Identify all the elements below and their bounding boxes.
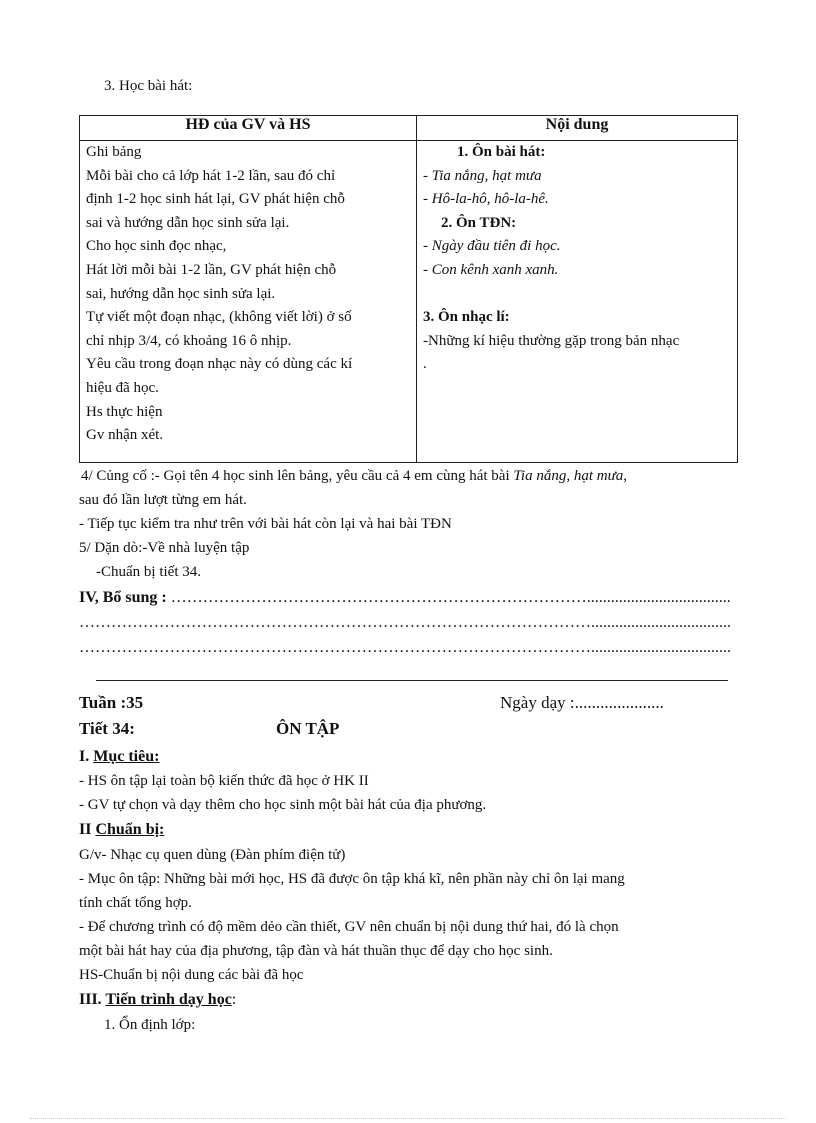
lesson-table (79, 115, 738, 463)
activity-line: hiệu đã học. (86, 379, 159, 396)
objectives-number: I. (79, 748, 94, 765)
process-number: III. (79, 991, 106, 1008)
song-item: - Hô-la-hô, hô-la-hê. (423, 191, 549, 208)
preparation-line: tính chất tổng hợp. (79, 895, 192, 911)
song-item: - Tia nắng, hạt mưa (423, 167, 542, 184)
preparation-line: - Mục ôn tập: Những bài mới học, HS đã được ôn tập khá kĩ, nên phần này chỉ ôn lại mang (79, 871, 625, 887)
process-title: Tiến trình dạy học (105, 991, 232, 1008)
objectives-title: Mục tiêu: (93, 748, 160, 765)
preparation-heading (79, 819, 164, 841)
homework-line-1: 5/ Dặn dò:-Về nhà luyện tập (79, 540, 250, 556)
consolidation-line-3: - Tiếp tục kiểm tra như trên với bài hát còn lại và hai bài TĐN (79, 516, 452, 532)
supplement-label: IV, Bổ sung : (79, 589, 171, 606)
activity-line: Yêu cầu trong đoạn nhạc này có dùng các kí (86, 356, 353, 373)
objective-item: - GV tự chọn và dạy thêm cho học sinh một bài hát của địa phương. (79, 797, 487, 813)
lesson-title: ÔN TẬP (276, 719, 340, 738)
preparation-line: G/v- Nhạc cụ quen dùng (Đàn phím điện tử) (79, 847, 346, 863)
activity-line: sai và hướng dẫn học sinh sửa lại. (86, 214, 290, 231)
theory-item: -Những kí hiệu thường gặp trong bản nhạc (423, 332, 680, 349)
review-theory-heading: 3. Ôn nhạc lí: (423, 309, 510, 326)
page-bottom-edge (30, 1118, 786, 1119)
consolidation-line-2: sau đó lần lượt từng em hát. (79, 492, 247, 508)
spacer (423, 283, 731, 307)
process-step-1: 1. Ổn định lớp: (104, 1017, 196, 1033)
activity-line: Ghi bảng (86, 144, 142, 160)
activity-line: Hát lời mỗi bài 1-2 lần, GV phát hiện chỗ (86, 261, 337, 278)
section3-title: 3. Học bài hát: (104, 78, 193, 94)
objective-item: - HS ôn tập lại toàn bộ kiến thức đã học ở HK II (79, 773, 369, 789)
activity-line: Cho học sinh đọc nhạc, (86, 238, 227, 255)
activity-line: Gv nhận xét. (86, 427, 164, 444)
activity-line: sai, hướng dẫn học sinh sửa lại. (86, 285, 276, 302)
homework-line-2: -Chuẩn bị tiết 34. (96, 564, 201, 580)
supplement-dots-3: ……………………………………………………………………………………................................... (79, 639, 731, 656)
supplement-dots: …………………………………………………………………….................................... (170, 589, 731, 606)
review-tdn-heading: 2. Ôn TĐN: (441, 214, 517, 231)
table-header-content: Nội dung (417, 116, 738, 141)
consolidation-line (81, 465, 627, 487)
preparation-line: - Để chương trình có độ mềm dẻo cần thiết, GV nên chuẩn bị nội dung thứ hai, đó là chọn (79, 919, 619, 935)
tdn-item: - Con kênh xanh xanh. (423, 261, 559, 278)
tdn-item: - Ngày đầu tiên đi học. (423, 238, 561, 255)
preparation-number: II (79, 821, 96, 838)
process-heading (79, 989, 236, 1011)
review-songs-heading: 1. Ôn bài hát: (457, 144, 546, 160)
table-header-activities: HĐ của GV và HS (80, 116, 417, 141)
preparation-line: HS-Chuẩn bị nội dung các bài đã học (79, 967, 304, 983)
supplement-dots-2: ……………………………………………………………………………………................................... (79, 614, 731, 631)
activity-line: Tự viết một đoạn nhạc, (không viết lời) ở số (86, 309, 352, 326)
activity-line: Hs thực hiện (86, 403, 163, 420)
activities-cell (80, 141, 417, 463)
period-label: Tiết 34: (79, 719, 135, 738)
process-colon: : (231, 991, 237, 1008)
content-cell (417, 141, 738, 463)
teaching-date: Ngày dạy :..................... (500, 693, 664, 712)
activity-line: Mỗi bài cho cả lớp hát 1-2 lần, sau đó chỉ (86, 167, 336, 184)
section-divider (96, 680, 728, 681)
preparation-title: Chuẩn bị: (95, 821, 165, 838)
supplement-line (79, 587, 731, 609)
theory-item-cont: . (423, 356, 427, 373)
preparation-line: một bài hát hay của địa phương, tập đàn và hát thuần thục để dạy cho học sinh. (79, 943, 553, 959)
objectives-heading (79, 746, 159, 768)
consolidation-suffix: , (623, 468, 628, 484)
activity-line: định 1-2 học sinh hát lại, GV phát hiện chỗ (86, 191, 345, 208)
activity-line: chỉ nhịp 3/4, có khoảng 16 ô nhịp. (86, 332, 292, 349)
week-label: Tuần :35 (79, 693, 144, 712)
consolidation-prefix: 4/ Củng cố :- Gọi tên 4 học sinh lên bảng, yêu cầu cả 4 em cùng hát bài (81, 468, 514, 484)
consolidation-song: Tia nắng, hạt mưa (513, 468, 624, 484)
